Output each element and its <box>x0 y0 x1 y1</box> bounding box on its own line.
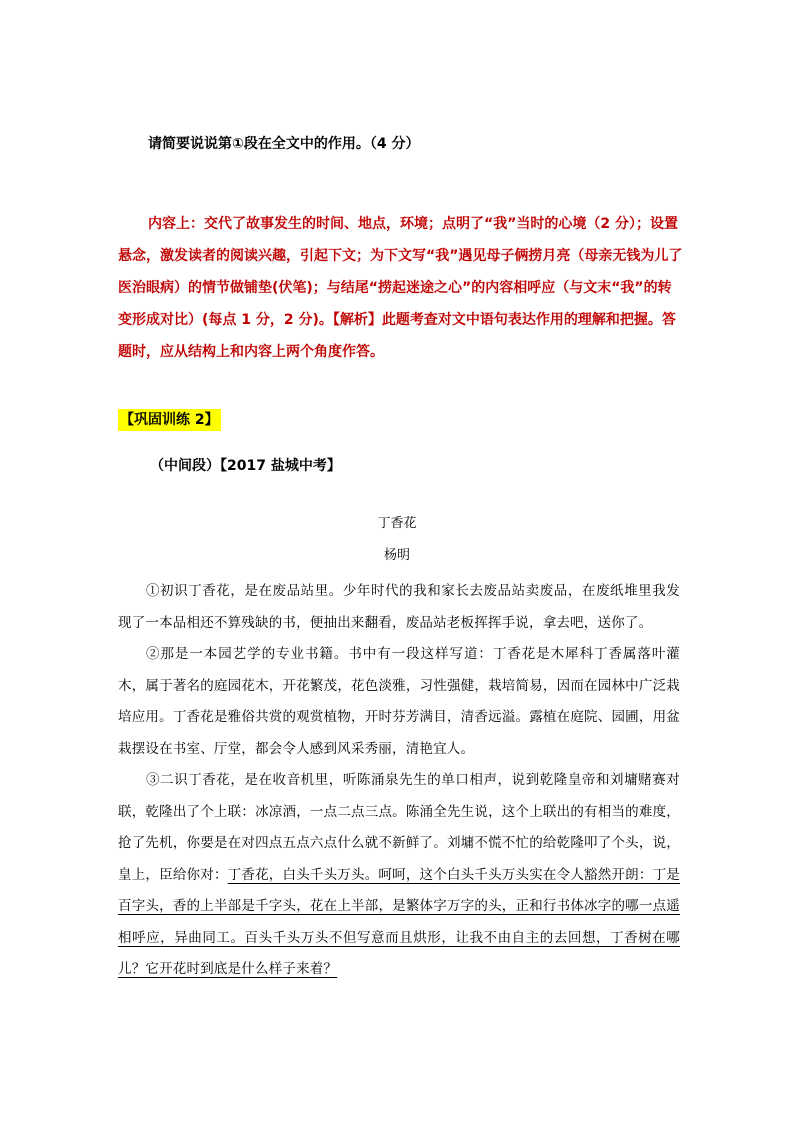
paragraph-3 <box>118 765 680 986</box>
source-label: （中间段）【2017 盐城中考】 <box>150 458 341 474</box>
paragraph-2: ②那是一本园艺学的专业书籍。书中有一段这样写道：丁香花是木犀科丁香属落叶灌木，属于著名的庭园花木，开花繁茂，花色淡雅，习性强健，栽培简易，因而在园林中广泛栽培应用。丁香花是雅俗共赏的观赏植物，开时芬芳满目，清香远溢。露植在庭院、园圃，用盆栽摆设在书室、厅堂，都会令人感到风采秀丽，清艳宜人。 <box>118 646 680 757</box>
article-body <box>118 576 680 986</box>
underlined-passage: 丁香花，白头千头万头。呵呵，这个白头千头万头实在令人豁然开朗：丁是百字头，香的上半部是千字头，花在上半部，是繁体字万字的头，正和行书体冰字的哪一点遥相呼应，异曲同工。百头千头万头不但写意而且烘形，让我不由自主的去回想，丁香树在哪儿？它开花时到底是什么样子来着？ <box>118 866 680 977</box>
paragraph-1: ①初识丁香花，是在废品站里。少年时代的我和家长去废品站卖废品，在废纸堆里我发现了一本品相还不算残缺的书，便抽出来翻看，废品站老板挥挥手说，拿去吧，送你了。 <box>118 583 680 631</box>
question-text: 请简要说说第①段在全文中的作用。（4 分） <box>148 136 420 152</box>
article-author: 杨明 <box>383 548 410 563</box>
practice-heading: 【巩固训练 2】 <box>118 409 221 431</box>
article-title: 丁香花 <box>377 516 417 531</box>
paragraph-3-text: ③二识丁香花，是在收音机里，听陈涌泉先生的单口相声，说到乾隆皇帝和刘墉赌赛对联，乾隆出了个上联：冰凉酒，一点二点三点。陈涌全先生说，这个上联出的有相当的难度，抢了先机，你要是在对四点五点六点什么就不新鲜了。刘墉不慌不忙的给乾隆叩了个头，说，皇上，臣给你对： <box>118 772 680 883</box>
answer-text: 内容上：交代了故事发生的时间、地点，环境；点明了“我”当时的心境（2 分）；设置悬念，激发读者的阅读兴趣，引起下文；为下文写“我”遇见母子俩捞月亮（母亲无钱为儿了医治眼病）的情节做铺垫(伏笔)；与结尾“捞起迷途之心”的内容相呼应（与文末“我”的转变形成对比）(每点 1 分，2 分)。【解析】此题考查对文中语句表达作用的理解和把握。答题时，应从结构上和内容上两个角度作答。 <box>118 216 683 360</box>
